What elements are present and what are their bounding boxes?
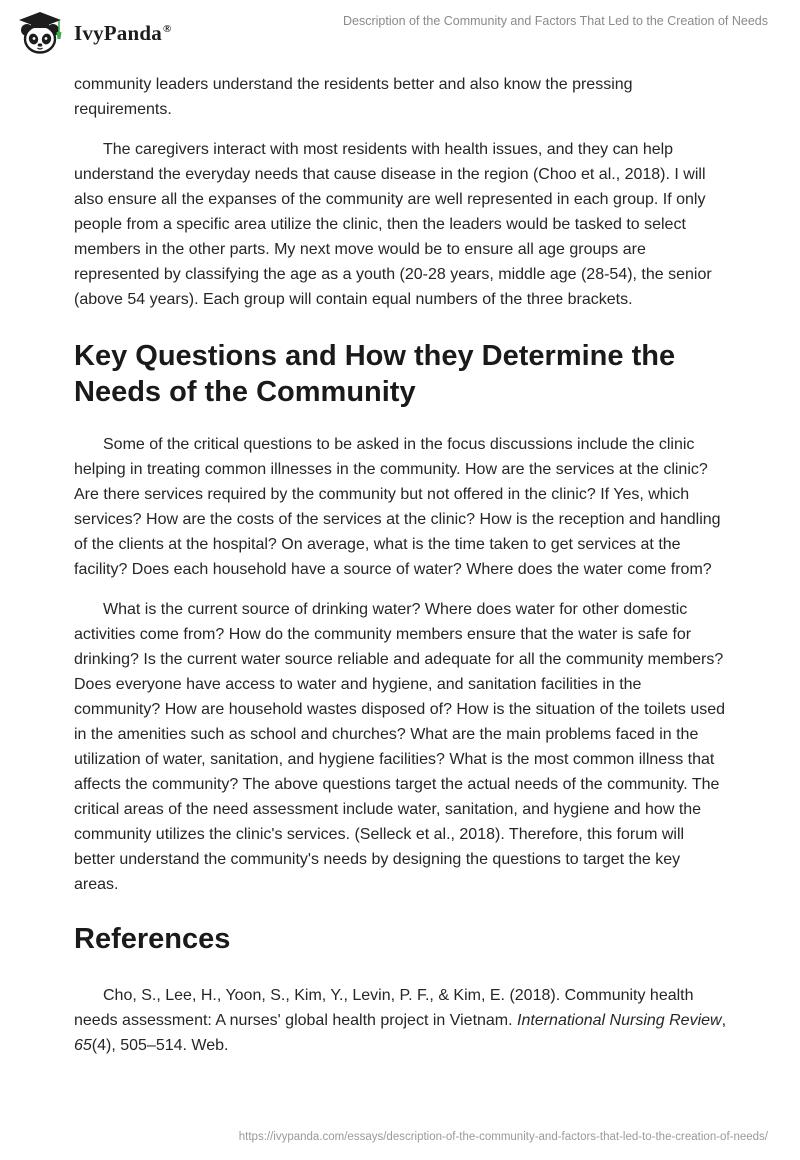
paragraph-continued: community leaders understand the residents better and also know the pressing requirements. [74,76,633,118]
reference-volume: 65 [74,1037,92,1054]
page-header [0,0,800,62]
panda-graduate-icon [14,10,66,56]
reference-authors-title: Cho, S., Lee, H., Yoon, S., Kim, Y., Levin, P. F., & Kim, E. (2018). Community health needs assessment: A nurses' global health project in Vietnam. [74,987,694,1029]
reference-journal: International Nursing Review [517,1012,722,1029]
brand-name: IvyPanda® [74,20,172,45]
reference-issue-pages: (4), 505–514. Web. [91,1037,229,1054]
paragraph-caregivers: The caregivers interact with most residents with health issues, and they can help understand the everyday needs that cause disease in the region (Choo et al., 2018). I will also ensure all the expanses of the community are well represented in each group. If only people from a specific area utilize the clinic, then the leaders would be tasked to select members in the other parts. My next move would be to ensure all age groups are represented by classifying the age as a youth (20-28 years, middle age (28-54), the senior (above 54 years). Each group will contain equal numbers of the three brackets. [74,141,712,308]
paragraph-questions-1: Some of the critical questions to be asked in the focus discussions include the clinic helping in treating common illnesses in the community. How are the services at the clinic? Are there services required by the community but not offered in the clinic? If Yes, which services? How are the costs of the services at the clinic? How is the reception and handling of the clients at the hospital? On average, what is the time taken to get services at the facility? Does each household have a source of water? Where does the water come from? [74,436,721,578]
heading-key-questions: Key Questions and How they Determine the Needs of the Community [74,340,676,408]
reference-separator: , [721,1012,727,1029]
brand-logo[interactable] [14,10,171,56]
document-title: Description of the Community and Factors That Led to the Creation of Needs [343,14,768,28]
reference-entry [74,983,728,1058]
essay-content [74,72,728,1058]
heading-references: References [74,923,231,955]
paragraph-questions-2: What is the current source of drinking water? Where does water for other domestic activities come from? How do the community members ensure that the water is safe for drinking? Is the current water source reliable and adequate for all the community members? Does everyone have access to water and hygiene, and sanitation facilities in the community? How are household wastes disposed of? How is the situation of the toilets used in the amenities such as school and churches? What are the main problems faced in the utilization of water, sanitation, and hygiene facilities? What is the most common illness that affects the community? The above questions target the actual needs of the community. The critical areas of the need assessment include water, sanitation, and hygiene and how the community utilizes the clinic's services. (Selleck et al., 2018). Therefore, this forum will better understand the community's needs by designing the questions to target the key areas. [74,601,726,893]
footer-url-link[interactable]: https://ivypanda.com/essays/description-of-the-community-and-factors-that-led-to-the-creation-of-needs/ [238,1131,768,1143]
registered-mark: ® [162,22,172,35]
